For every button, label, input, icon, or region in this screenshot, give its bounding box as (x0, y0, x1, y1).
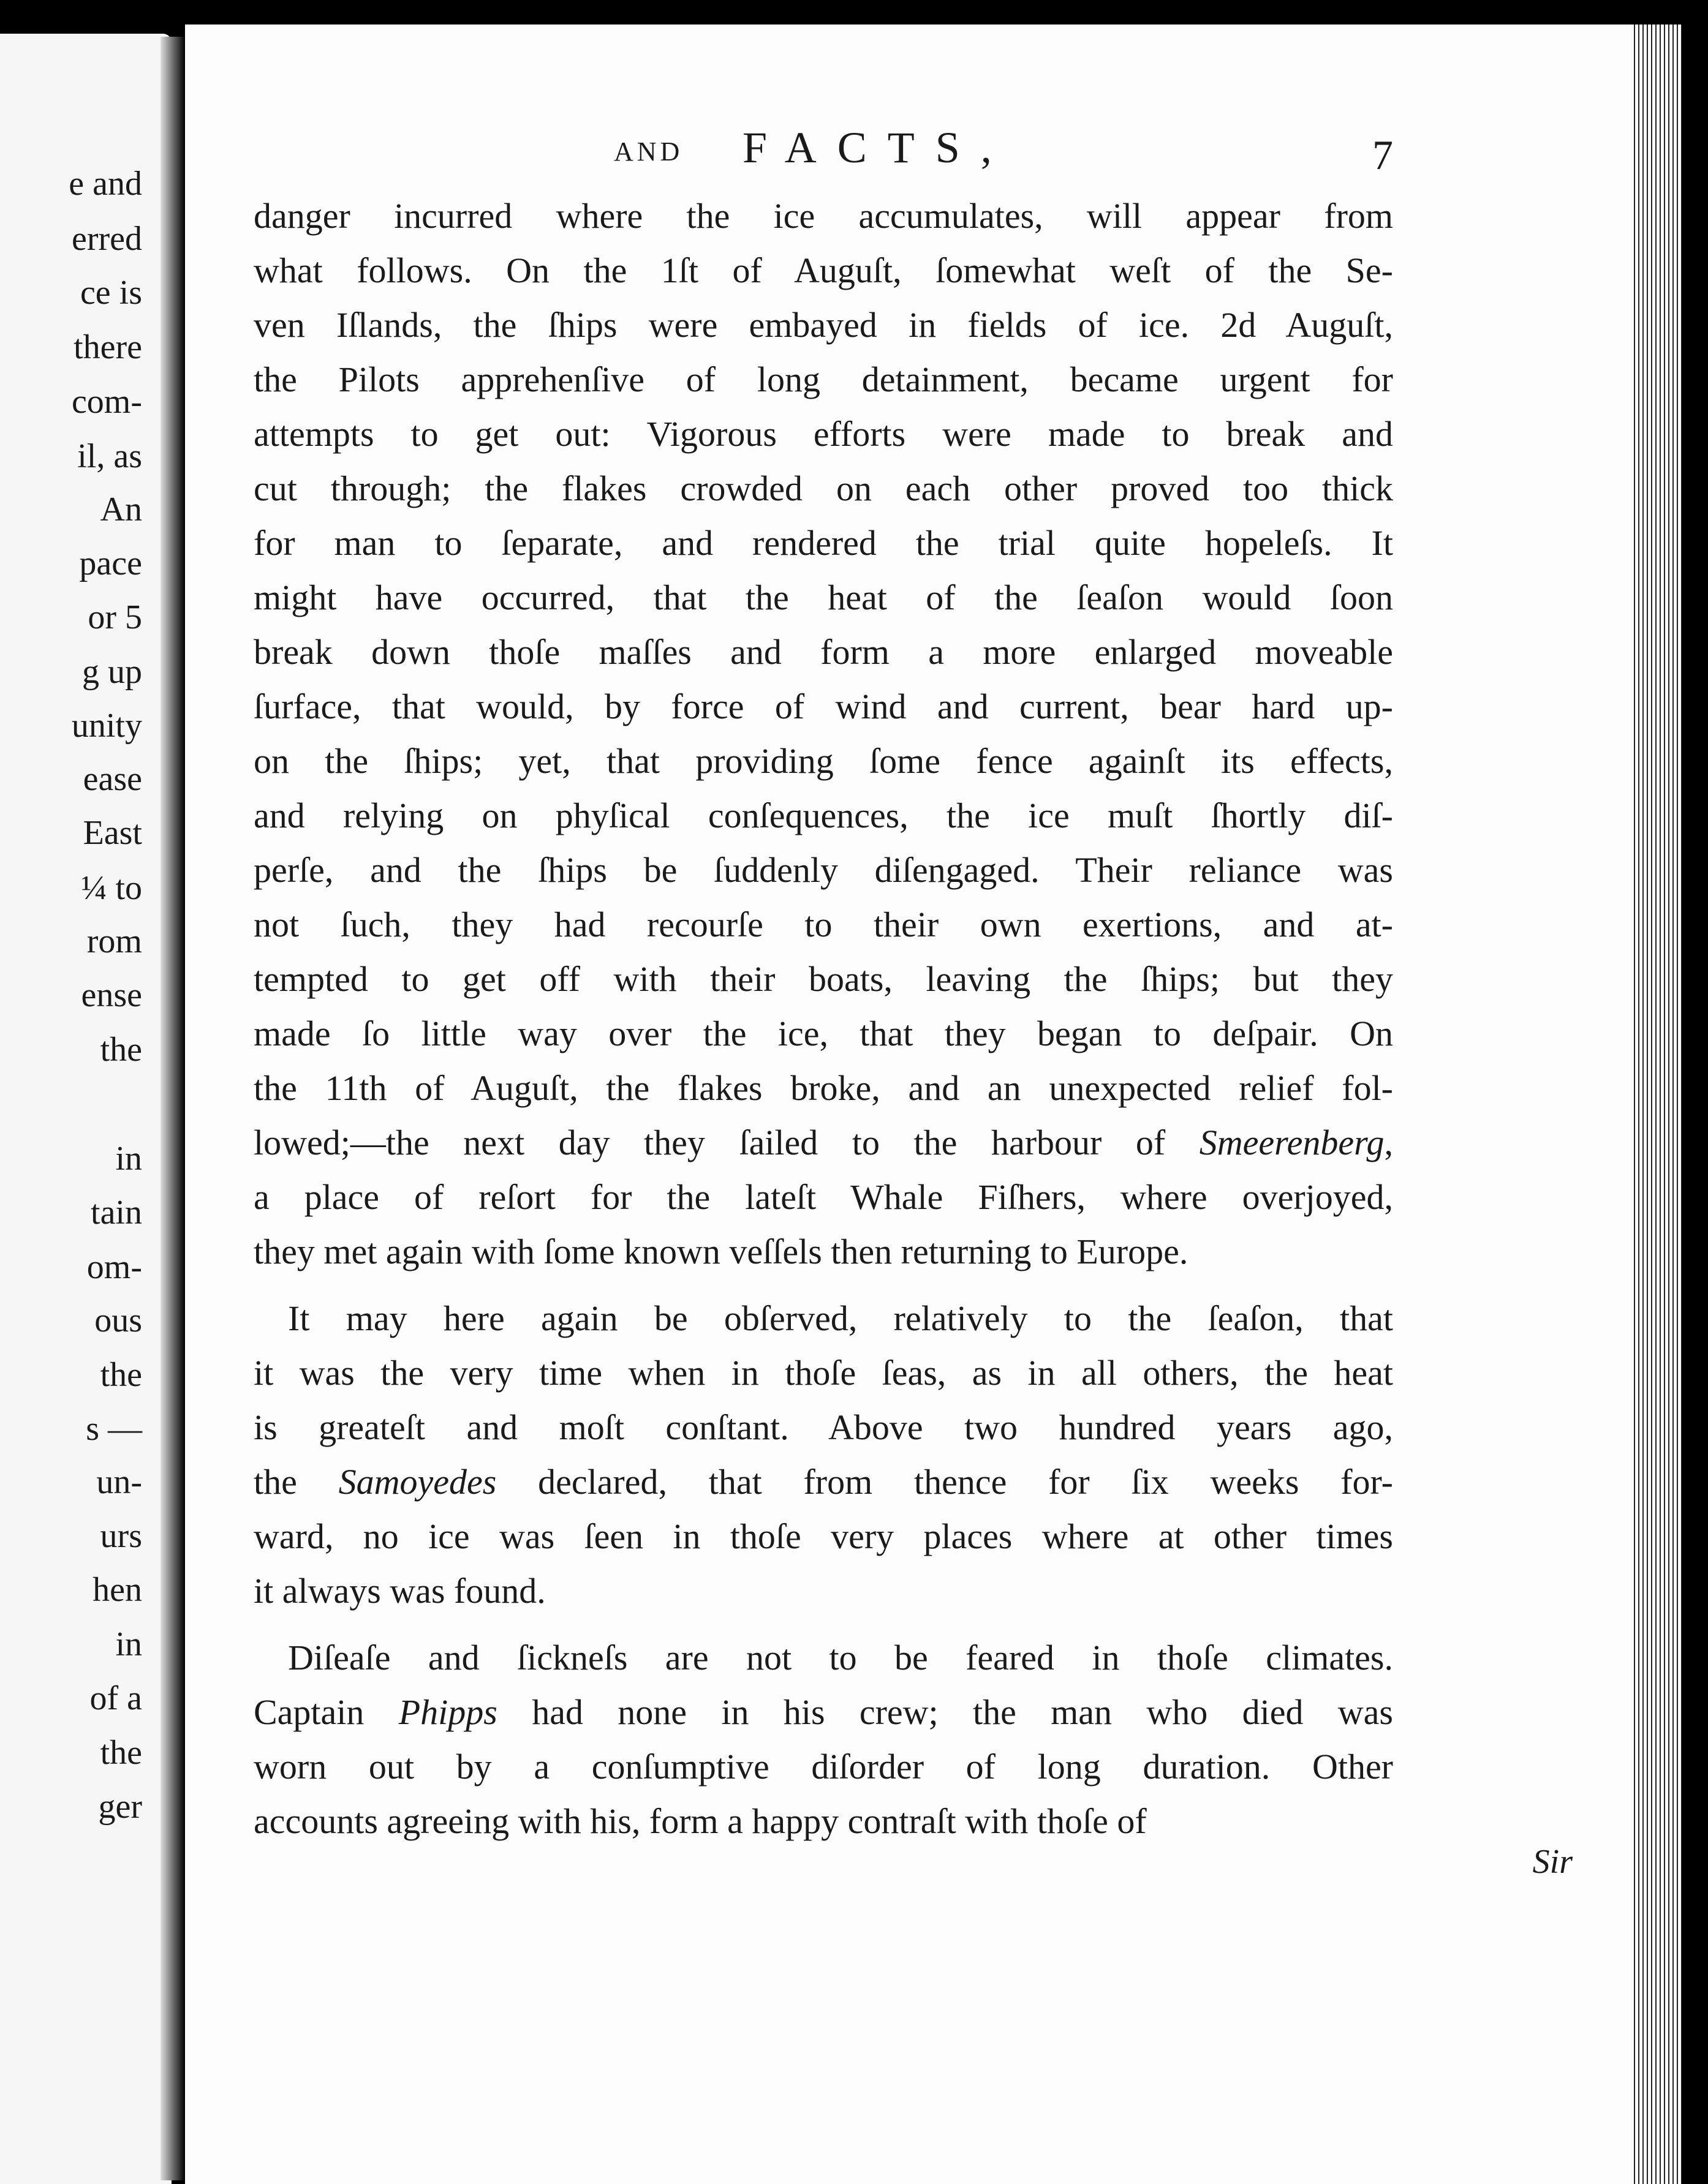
text-line: Captain Phipps had none in his crew; the man who died was (254, 1692, 1394, 1732)
text-line: accounts agreeing with his, form a happy contraſt with thoſe of (254, 1801, 1147, 1841)
left-page-fragment: unity (71, 707, 142, 745)
text-line: the 11th of Auguſt, the flakes broke, and an unexpected relief fol- (254, 1068, 1393, 1108)
left-page-fragment: om- (86, 1248, 142, 1286)
text-line: it was the very time when in thoſe ſeas, as in all others, the heat (254, 1353, 1393, 1393)
text-line: it always was found. (254, 1571, 546, 1611)
left-page-fragment: in (115, 1140, 142, 1178)
text-line: what follows. On the 1ſt of Auguſt, ſomewhat weſt of the Se- (254, 250, 1393, 290)
left-page-fragment: s — (86, 1410, 142, 1448)
left-page-fragment: com- (71, 383, 142, 421)
page-number: 7 (1372, 132, 1393, 178)
text-line: the Pilots apprehenſive of long detainment, became urgent for (254, 360, 1393, 399)
text-line: ward, no ice was ſeen in thoſe very places where at other times (254, 1516, 1393, 1556)
text-line: worn out by a conſumptive diſorder of long duration. Other (254, 1747, 1393, 1787)
paragraph-gap (254, 1279, 1393, 1291)
text-line: might have occurred, that the heat of the ſeaſon would ſoon (254, 578, 1393, 617)
left-page-fragment: pace (79, 544, 142, 582)
text-line: on the ſhips; yet, that providing ſome fence againſt its effects, (254, 741, 1393, 781)
left-page-fragment: East (83, 814, 142, 852)
left-page-fragment: or 5 (88, 598, 142, 636)
body-text (254, 189, 1393, 1848)
text-line: cut through; the flakes crowded on each other proved too thick (254, 469, 1393, 508)
left-page (0, 34, 172, 2184)
left-page-fragment: the (100, 1734, 142, 1772)
text-line: break down thoſe maſſes and form a more enlarged moveable (254, 632, 1393, 672)
text-line: ven Iſlands, the ſhips were embayed in fields of ice. 2d Auguſt, (254, 305, 1393, 345)
left-page-fragment: there (74, 328, 142, 366)
running-head-and: AND (614, 137, 684, 167)
text-line: is greateſt and moſt conſtant. Above two hundred years ago, (254, 1407, 1393, 1447)
left-page-fragment: e and (69, 165, 142, 203)
running-head-facts: FACTS, (743, 123, 1013, 172)
running-head (185, 118, 1640, 178)
text-line: lowed;—the next day they ſailed to the harbour of Smeerenberg, (254, 1123, 1393, 1162)
left-page-fragment: hen (93, 1571, 142, 1609)
left-page-fragment: An (100, 491, 142, 529)
text-line: Diſeaſe and ſickneſs are not to be feared in thoſe climates. (288, 1638, 1393, 1678)
text-line: for man to ſeparate, and rendered the trial quite hopeleſs. It (254, 523, 1393, 563)
catchword: Sir (1532, 1843, 1573, 1881)
left-page-fragment: of a (89, 1679, 142, 1717)
text-line: a place of reſort for the lateſt Whale Fiſhers, where overjoyed, (254, 1177, 1393, 1217)
left-page-fragment: rom (86, 922, 142, 960)
left-page-fragment: the (100, 1356, 142, 1394)
page-edges-dark (1682, 24, 1708, 2184)
text-line: danger incurred where the ice accumulates, will appear from (254, 196, 1393, 236)
gutter-shadow (161, 37, 185, 2180)
main-page (185, 24, 1640, 2184)
left-page-fragment: the (100, 1031, 142, 1069)
left-page-fragment: g up (82, 653, 142, 691)
text-line: made ſo little way over the ice, that they began to deſpair. On (254, 1014, 1393, 1053)
left-page-fragment: ease (83, 760, 142, 798)
text-line: they met again with ſome known veſſels then returning to Europe. (254, 1232, 1188, 1271)
text-line: attempts to get out: Vigorous efforts were made to break and (254, 414, 1393, 454)
left-page-fragment: ce is (80, 274, 142, 312)
paragraph-gap (254, 1618, 1393, 1630)
left-page-fragment: tain (91, 1194, 142, 1232)
left-page-fragment: erred (71, 220, 142, 258)
text-line: tempted to get off with their boats, leaving the ſhips; but they (254, 959, 1393, 999)
left-page-fragment: ense (81, 976, 142, 1014)
text-line: and relying on phyſical conſequences, the ice muſt ſhortly diſ- (254, 796, 1393, 835)
text-line: perſe, and the ſhips be ſuddenly diſengaged. Their reliance was (254, 850, 1393, 890)
left-page-fragment: ous (94, 1301, 142, 1339)
text-line: It may here again be obſerved, relatively to the ſeaſon, that (288, 1298, 1393, 1338)
left-page-fragment: urs (100, 1517, 142, 1555)
left-page-fragment: ¼ to (81, 869, 142, 907)
left-page-fragment: in (115, 1625, 142, 1663)
left-page-text-fragments (0, 34, 159, 2184)
text-line: not ſuch, they had recourſe to their own exertions, and at- (254, 905, 1393, 944)
text-line: the Samoyedes declared, that from thence for ſix weeks for- (254, 1462, 1393, 1502)
left-page-fragment: il, as (77, 437, 142, 475)
left-page-fragment: un- (96, 1463, 142, 1501)
text-line: ſurface, that would, by force of wind and current, bear hard up- (254, 687, 1393, 726)
left-page-fragment: ger (98, 1788, 142, 1826)
